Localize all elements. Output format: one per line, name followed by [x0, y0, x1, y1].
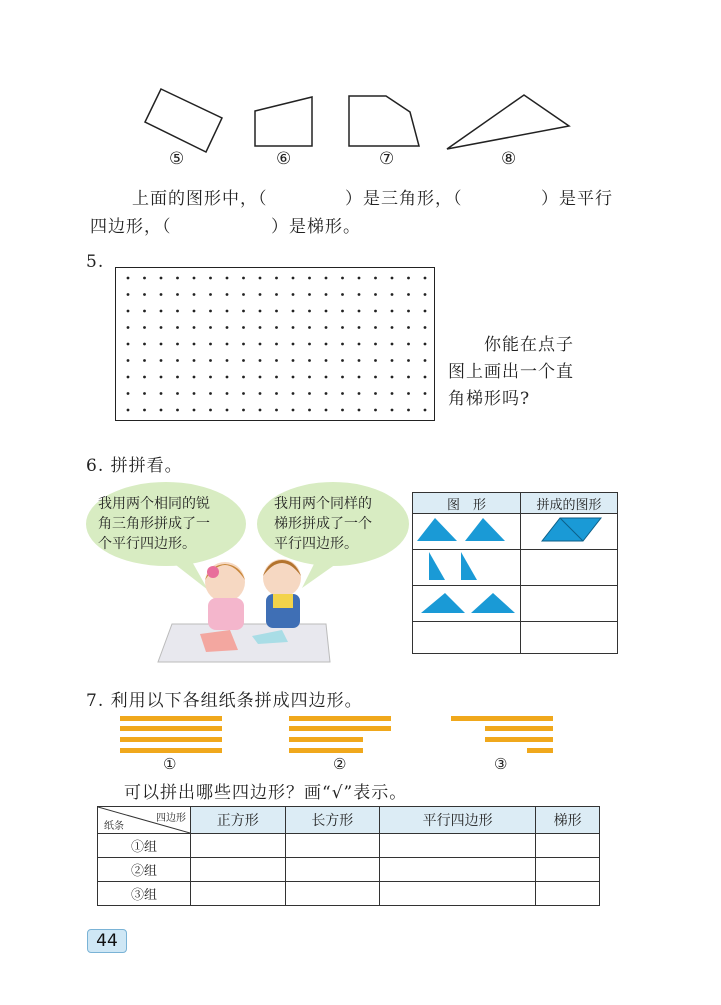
strip-g1-1 [120, 716, 222, 721]
grid-dot [209, 376, 212, 379]
grid-dot [209, 409, 212, 412]
grid-dot [358, 409, 361, 412]
grid-dot [391, 392, 394, 395]
grid-dot [143, 277, 146, 280]
grid-dot [292, 310, 295, 313]
grid-dot [143, 293, 146, 296]
grid-dot [127, 376, 130, 379]
row-label-3: ③组 [98, 882, 191, 906]
grid-dot [193, 277, 196, 280]
header-shape: 图 形 [413, 493, 521, 514]
grid-dot [292, 293, 295, 296]
grid-dot [424, 359, 427, 362]
grid-dot [160, 343, 163, 346]
grid-dot [275, 392, 278, 395]
strip-g2-2 [289, 726, 391, 731]
grid-dot [209, 343, 212, 346]
answer-cell[interactable] [536, 858, 600, 882]
grid-dot [193, 310, 196, 313]
grid-dot [176, 277, 179, 280]
shape-6 [255, 97, 312, 146]
grid-dot [325, 359, 328, 362]
strip-g1-2 [120, 726, 222, 731]
grid-dot [391, 293, 394, 296]
grid-dot [259, 310, 262, 313]
grid-dot [242, 277, 245, 280]
grid-dot [374, 409, 377, 412]
grid-dot [209, 310, 212, 313]
grid-dot [176, 326, 179, 329]
grid-dot [242, 392, 245, 395]
grid-dot [407, 359, 410, 362]
grid-dot [259, 392, 262, 395]
grid-dot [358, 343, 361, 346]
grid-dot [143, 359, 146, 362]
boy-head [263, 559, 301, 597]
grid-dot [242, 293, 245, 296]
grid-dot [143, 343, 146, 346]
grid-dot [308, 359, 311, 362]
grid-dot [242, 376, 245, 379]
grid-dot [176, 359, 179, 362]
grid-dot [374, 376, 377, 379]
grid-dot [407, 376, 410, 379]
corner-cell [98, 807, 191, 834]
grid-dot [209, 359, 212, 362]
grid-dot [275, 310, 278, 313]
grid-dot [341, 277, 344, 280]
grid-dot [275, 376, 278, 379]
bubble-right-text: 我用两个同样的 梯形拼成了一个 平行四边形。 [274, 496, 372, 552]
row-label-1: ①组 [98, 834, 191, 858]
grid-dot [341, 293, 344, 296]
grid-dot [160, 359, 163, 362]
grid-dot [209, 326, 212, 329]
grid-dot [407, 343, 410, 346]
grid-dot [341, 326, 344, 329]
grid-dot [143, 310, 146, 313]
grid-dot [193, 343, 196, 346]
answer-cell[interactable] [380, 882, 536, 906]
grid-dot [358, 326, 361, 329]
grid-dot [127, 293, 130, 296]
grid-dot [209, 277, 212, 280]
grid-dot [226, 326, 229, 329]
grid-dot [308, 343, 311, 346]
row-label-2: ②组 [98, 858, 191, 882]
grid-dot [391, 376, 394, 379]
shape-5 [145, 89, 222, 152]
strip-g2-4 [289, 748, 363, 753]
grid-dot [407, 293, 410, 296]
strip-g3-3 [485, 737, 553, 742]
q7-answer-table [97, 806, 600, 906]
q5-number: 5. [86, 252, 105, 272]
grid-dot [176, 343, 179, 346]
q7-title: 7. 利用以下各组纸条拼成四边形。 [86, 691, 363, 711]
grid-dot [226, 409, 229, 412]
grid-dot [176, 293, 179, 296]
grid-dot [325, 326, 328, 329]
strip-g3-4 [527, 748, 553, 753]
grid-dot [358, 310, 361, 313]
grid-dot [176, 409, 179, 412]
strip-g1-4 [120, 748, 222, 753]
grid-dot [407, 310, 410, 313]
grid-dot [259, 343, 262, 346]
group-label-3: ③ [494, 755, 508, 773]
row1-shapes [413, 514, 521, 550]
shape-label-5: ⑤ [169, 149, 185, 169]
grid-dot [275, 409, 278, 412]
grid-dot [391, 409, 394, 412]
grid-dot [374, 343, 377, 346]
row3-result[interactable] [521, 586, 618, 622]
group-label-2: ② [333, 755, 347, 773]
grid-dot [391, 343, 394, 346]
shape-8 [447, 95, 569, 149]
row4-result[interactable] [521, 622, 618, 654]
dot-grid-points [116, 268, 434, 420]
answer-cell[interactable] [536, 882, 600, 906]
grid-dot [358, 392, 361, 395]
grid-dot [259, 277, 262, 280]
grid-dot [275, 293, 278, 296]
grid-dot [160, 293, 163, 296]
grid-dot [259, 293, 262, 296]
grid-dot [391, 359, 394, 362]
grid-dot [226, 293, 229, 296]
grid-dot [407, 392, 410, 395]
grid-dot [143, 409, 146, 412]
grid-dot [374, 310, 377, 313]
corner-bottom-label: 纸条 [104, 821, 124, 832]
grid-dot [424, 376, 427, 379]
grid-dot [407, 409, 410, 412]
grid-dot [341, 310, 344, 313]
grid-dot [127, 409, 130, 412]
answer-cell[interactable] [285, 882, 380, 906]
answer-cell[interactable] [191, 858, 286, 882]
grid-dot [341, 409, 344, 412]
grid-dot [407, 277, 410, 280]
grid-dot [127, 392, 130, 395]
grid-dot [259, 409, 262, 412]
grid-dot [193, 409, 196, 412]
grid-dot [193, 326, 196, 329]
grid-dot [275, 277, 278, 280]
grid-dot [193, 392, 196, 395]
grid-dot [242, 343, 245, 346]
grid-dot [358, 359, 361, 362]
grid-dot [325, 343, 328, 346]
grid-dot [292, 376, 295, 379]
row2-shapes [413, 550, 521, 586]
grid-dot [242, 326, 245, 329]
grid-dot [308, 376, 311, 379]
grid-dot [424, 293, 427, 296]
grid-dot [308, 310, 311, 313]
grid-dot [374, 293, 377, 296]
strip-g2-3 [289, 737, 363, 742]
row1-result [521, 514, 618, 550]
shape-label-7: ⑦ [379, 149, 395, 169]
grid-dot [226, 343, 229, 346]
grid-dot [127, 343, 130, 346]
girl-body [208, 598, 244, 630]
answer-cell[interactable] [191, 882, 286, 906]
grid-dot [226, 359, 229, 362]
grid-dot [242, 310, 245, 313]
grid-dot [374, 392, 377, 395]
shape-7 [349, 96, 419, 146]
grid-dot [226, 277, 229, 280]
grid-dot [358, 293, 361, 296]
answer-cell[interactable] [536, 834, 600, 858]
grid-dot [176, 376, 179, 379]
answer-cell[interactable] [285, 834, 380, 858]
grid-dot [226, 376, 229, 379]
row2-result[interactable] [521, 550, 618, 586]
grid-dot [358, 277, 361, 280]
q4-line2-a: 四边形，（ [90, 217, 172, 237]
q5-prompt-line3: 角梯形吗? [448, 389, 531, 409]
grid-dot [160, 326, 163, 329]
grid-dot [308, 293, 311, 296]
corner-top-label: 四边形 [156, 813, 186, 824]
grid-dot [226, 310, 229, 313]
grid-dot [259, 376, 262, 379]
grid-dot [209, 392, 212, 395]
grid-dot [259, 359, 262, 362]
grid-dot [143, 326, 146, 329]
grid-dot [275, 359, 278, 362]
q4-line1-b: ）是三角形，（ [345, 189, 463, 209]
grid-dot [374, 277, 377, 280]
grid-dot [341, 376, 344, 379]
grid-dot [341, 359, 344, 362]
grid-dot [127, 359, 130, 362]
grid-dot [424, 326, 427, 329]
grid-dot [325, 310, 328, 313]
grid-dot [275, 326, 278, 329]
grid-dot [127, 310, 130, 313]
grid-dot [259, 326, 262, 329]
strip-g3-2 [485, 726, 553, 731]
grid-dot [391, 326, 394, 329]
q5-prompt-line2: 图上画出一个直 [448, 362, 574, 382]
grid-dot [308, 326, 311, 329]
answer-cell[interactable] [191, 834, 286, 858]
grid-dot [292, 359, 295, 362]
strip-g3-1 [451, 716, 553, 721]
grid-dot [242, 409, 245, 412]
paper-strips [0, 708, 721, 758]
grid-dot [308, 409, 311, 412]
grid-dot [424, 409, 427, 412]
grid-dot [358, 376, 361, 379]
grid-dot [226, 392, 229, 395]
grid-dot [424, 392, 427, 395]
grid-dot [325, 277, 328, 280]
row3-shapes [413, 586, 521, 622]
grid-dot [292, 343, 295, 346]
grid-dot [391, 277, 394, 280]
q4-line1-c: ）是平行 [541, 189, 613, 209]
grid-dot [407, 326, 410, 329]
grid-dot [176, 392, 179, 395]
shapes-figure [0, 0, 721, 160]
grid-dot [292, 326, 295, 329]
grid-dot [292, 277, 295, 280]
grid-dot [242, 359, 245, 362]
grid-dot [160, 310, 163, 313]
grid-dot [424, 277, 427, 280]
grid-dot [424, 343, 427, 346]
grid-dot [193, 359, 196, 362]
header-result: 拼成的图形 [521, 493, 618, 514]
q7-question: 可以拼出哪些四边形？画“√”表示。 [124, 783, 408, 803]
grid-dot [176, 310, 179, 313]
grid-dot [143, 376, 146, 379]
page-number: 44 [87, 929, 127, 953]
grid-dot [308, 392, 311, 395]
grid-dot [325, 293, 328, 296]
bubble-left-text: 我用两个相同的锐 角三角形拼成了一 个平行四边形。 [98, 496, 210, 552]
grid-dot [209, 293, 212, 296]
grid-dot [325, 392, 328, 395]
grid-dot [160, 376, 163, 379]
col-header-square: 正方形 [191, 807, 286, 834]
grid-dot [374, 326, 377, 329]
q5-prompt-line1: 你能在点子 [484, 335, 574, 355]
row4-shapes[interactable] [413, 622, 521, 654]
answer-cell[interactable] [380, 858, 536, 882]
grid-dot [193, 293, 196, 296]
grid-dot [325, 376, 328, 379]
col-header-trapezoid: 梯形 [536, 807, 600, 834]
grid-dot [193, 376, 196, 379]
dot-grid [115, 267, 435, 421]
grid-dot [308, 277, 311, 280]
strip-g2-1 [289, 716, 391, 721]
group-label-1: ① [163, 755, 177, 773]
grid-dot [424, 310, 427, 313]
answer-cell[interactable] [380, 834, 536, 858]
col-header-parallelogram: 平行四边形 [380, 807, 536, 834]
grid-dot [374, 359, 377, 362]
grid-dot [275, 343, 278, 346]
grid-dot [127, 277, 130, 280]
grid-dot [341, 392, 344, 395]
desk [158, 624, 330, 662]
col-header-rectangle: 长方形 [285, 807, 380, 834]
q4-line1-a: 上面的图形中，（ [132, 189, 268, 209]
grid-dot [160, 392, 163, 395]
grid-dot [325, 409, 328, 412]
answer-cell[interactable] [285, 858, 380, 882]
grid-dot [292, 392, 295, 395]
q6-title: 6. 拼拼看。 [86, 456, 183, 476]
grid-dot [292, 409, 295, 412]
strip-g1-3 [120, 737, 222, 742]
shape-label-6: ⑥ [276, 149, 292, 169]
grid-dot [127, 326, 130, 329]
grid-dot [143, 392, 146, 395]
grid-dot [160, 409, 163, 412]
q6-shape-table [412, 492, 618, 654]
q4-line2-b: ）是梯形。 [271, 217, 361, 237]
shape-label-8: ⑧ [501, 149, 517, 169]
grid-dot [160, 277, 163, 280]
grid-dot [391, 310, 394, 313]
grid-dot [341, 343, 344, 346]
